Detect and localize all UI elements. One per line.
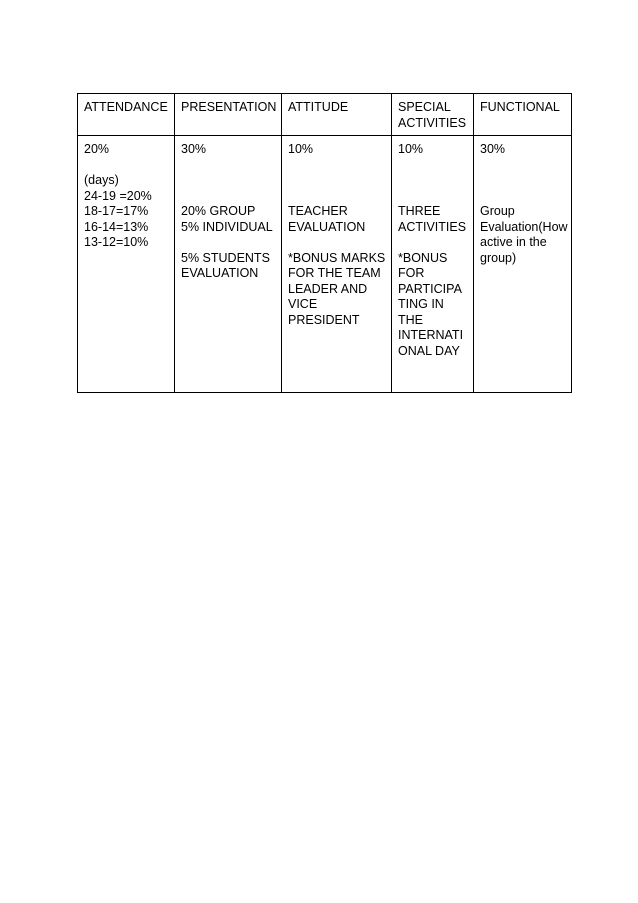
cell-line: 20% (84, 142, 110, 156)
cell-line: FOR THE TEAM (288, 266, 381, 280)
header-attendance-text: ATTENDANCE (84, 100, 168, 114)
header-attitude-text: ATTITUDE (288, 100, 349, 114)
cell-line: 30% (181, 142, 207, 156)
cell-attendance (78, 136, 175, 393)
cell-line: 13-12=10% (84, 235, 149, 249)
cell-line: TEACHER (288, 204, 348, 218)
cell-line (288, 189, 385, 205)
cell-functional (474, 136, 572, 393)
cell-line: LEADER AND (288, 281, 368, 296)
cell-line: Group (480, 204, 515, 218)
cell-line: active in the (480, 235, 547, 249)
cell-line: group) (480, 250, 517, 265)
cell-line: EVALUATION (181, 266, 259, 280)
cell-line (398, 158, 467, 174)
cell-line (181, 173, 275, 189)
header-special-activities (392, 94, 474, 136)
table-header-row (78, 94, 572, 136)
cell-line (84, 158, 168, 174)
cell-line (480, 158, 565, 174)
header-attendance (78, 94, 175, 136)
cell-line (288, 173, 385, 189)
cell-line: ONAL DAY (398, 343, 460, 358)
table-body-row (78, 136, 572, 393)
cell-line: INTERNATI (398, 328, 464, 342)
cell-line (181, 158, 275, 174)
cell-line: ACTIVITIES (398, 219, 467, 234)
cell-line: *BONUS MARKS (288, 250, 386, 265)
cell-attitude (282, 136, 392, 393)
header-special-activities-text-1: SPECIAL (398, 100, 451, 114)
cell-line: (days) (84, 173, 119, 187)
cell-line (181, 235, 275, 251)
cell-line: *BONUS (398, 250, 448, 265)
header-presentation (175, 94, 282, 136)
cell-line (398, 173, 467, 189)
cell-line: EVALUATION (288, 219, 366, 234)
cell-special-activities (392, 136, 474, 393)
cell-line: THE (398, 312, 423, 327)
cell-line: TING IN (398, 297, 444, 311)
cell-line (480, 189, 565, 205)
cell-line: THREE (398, 204, 441, 218)
grading-criteria-table (77, 93, 572, 393)
cell-line: Evaluation(How (480, 219, 568, 234)
cell-line: 18-17=17% (84, 204, 149, 218)
cell-line (398, 235, 467, 251)
cell-line: 5% STUDENTS (181, 250, 270, 265)
header-presentation-text: PRESENTATION (181, 100, 277, 114)
header-attitude (282, 94, 392, 136)
cell-line (288, 158, 385, 174)
cell-line: 5% INDIVIDUAL (181, 219, 273, 234)
cell-line (398, 189, 467, 205)
cell-line (480, 173, 565, 189)
cell-line: 24-19 =20% (84, 188, 152, 203)
cell-line: 16-14=13% (84, 219, 149, 234)
cell-line: PRESIDENT (288, 312, 360, 327)
cell-line (288, 235, 385, 251)
cell-line: PARTICIPA (398, 281, 462, 296)
header-special-activities-text-2: ACTIVITIES (398, 115, 467, 130)
cell-line: FOR (398, 266, 425, 280)
header-functional (474, 94, 572, 136)
cell-line (181, 189, 275, 205)
cell-line: 10% (398, 142, 424, 156)
cell-line: 30% (480, 142, 506, 156)
cell-line: 20% GROUP (181, 204, 256, 218)
cell-line: 10% (288, 142, 314, 156)
cell-presentation (175, 136, 282, 393)
cell-line: VICE (288, 297, 318, 311)
header-functional-text: FUNCTIONAL (480, 100, 560, 114)
